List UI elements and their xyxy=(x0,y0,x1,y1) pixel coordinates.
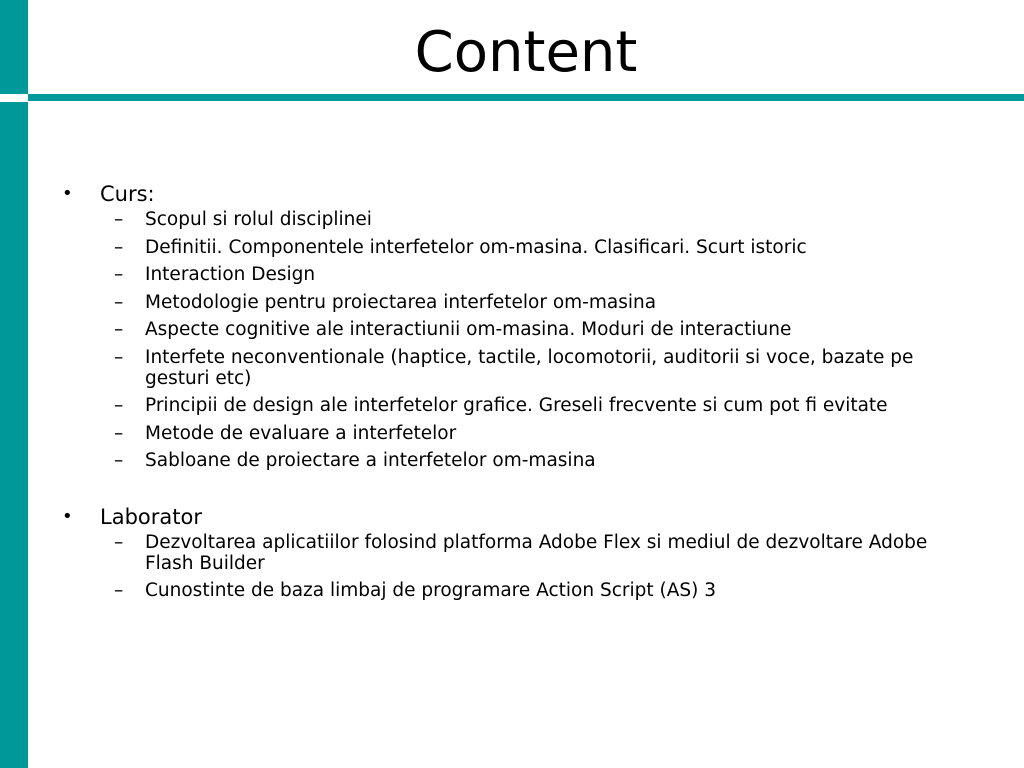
list-item-text: Interfete neconventionale (haptice, tactile, locomotorii, auditorii si voce, bazate pe gesturi etc) xyxy=(145,346,914,389)
list-item xyxy=(0,209,1024,230)
section-heading: Laborator xyxy=(100,504,202,529)
list-item xyxy=(0,423,1024,444)
dash-icon: – xyxy=(114,319,124,340)
section-heading: Curs: xyxy=(100,182,155,206)
list-item xyxy=(0,264,1024,285)
list-item xyxy=(0,532,1024,574)
section-laborator xyxy=(0,503,1024,531)
list-item xyxy=(0,319,1024,340)
title-underline-rule xyxy=(28,94,1024,101)
list-item-text: Principii de design ale interfetelor grafice. Greseli frecvente si cum pot fi evitate xyxy=(145,395,888,416)
list-item xyxy=(0,395,1024,416)
left-bar-notch xyxy=(0,94,28,102)
dash-icon: – xyxy=(114,580,124,601)
list-item-text: Sabloane de proiectare a interfetelor om-masina xyxy=(145,450,596,471)
dash-icon: – xyxy=(114,236,124,258)
curs-topic-list xyxy=(0,209,1024,471)
list-item xyxy=(0,347,1024,389)
list-item-text: Scopul si rolul disciplinei xyxy=(145,209,372,230)
laborator-topic-list xyxy=(0,532,1024,602)
bullet-icon: • xyxy=(62,505,73,527)
list-item-text: Aspecte cognitive ale interactiunii om-masina. Moduri de interactiune xyxy=(145,319,792,340)
list-item xyxy=(0,292,1024,313)
slide-title: Content xyxy=(414,20,638,85)
list-item-text: Metodologie pentru proiectarea interfetelor om-masina xyxy=(145,291,657,313)
dash-icon: – xyxy=(114,531,124,553)
list-item xyxy=(0,450,1024,471)
dash-icon: – xyxy=(114,264,124,285)
list-item-text: Cunostinte de baza limbaj de programare Action Script (AS) 3 xyxy=(145,580,716,601)
bullet-icon: • xyxy=(62,183,73,204)
dash-icon: – xyxy=(114,450,124,471)
list-item-text: Interaction Design xyxy=(145,264,316,285)
list-item-text: Definitii. Componentele interfetelor om-masina. Clasificari. Scurt istoric xyxy=(145,236,807,258)
dash-icon: – xyxy=(114,395,124,416)
section-spacer xyxy=(0,478,1024,503)
list-item-text: Dezvoltarea aplicatiilor folosind platforma Adobe Flex si mediul de dezvoltare Adobe Flash Builder xyxy=(145,531,928,574)
slide-content xyxy=(0,180,1024,608)
dash-icon: – xyxy=(114,209,124,230)
dash-icon: – xyxy=(114,346,124,368)
list-item xyxy=(0,237,1024,258)
list-item-text: Metode de evaluare a interfetelor xyxy=(145,422,457,444)
dash-icon: – xyxy=(114,422,124,444)
list-item xyxy=(0,580,1024,601)
dash-icon: – xyxy=(114,291,124,313)
section-curs xyxy=(0,180,1024,208)
